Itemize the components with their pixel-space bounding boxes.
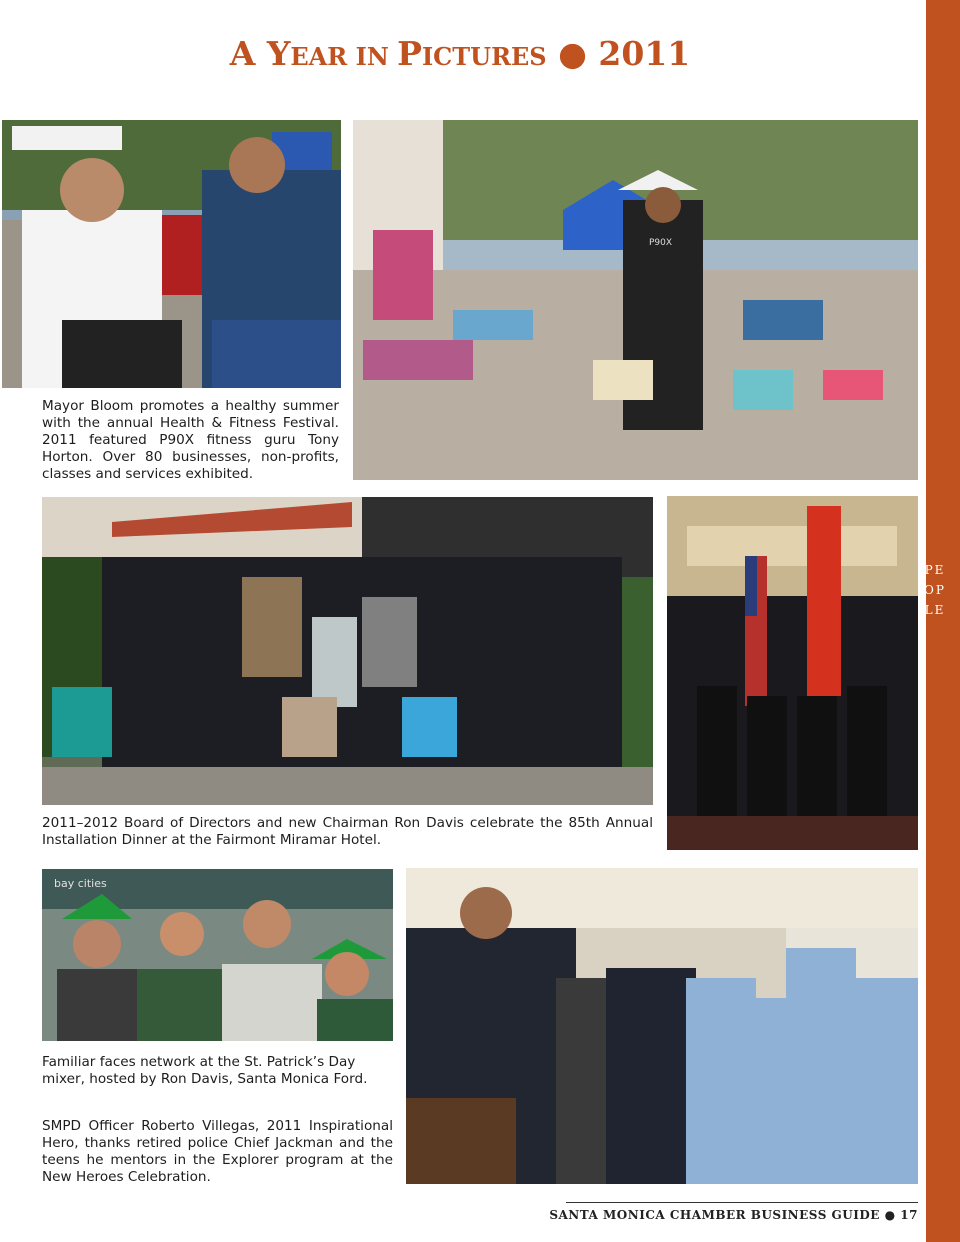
footer-separator: ● bbox=[884, 1208, 896, 1222]
caption-smpd: SMPD Officer Roberto Villegas, 2011 Inspirational Hero, thanks retired police Chief Jackman and the teens he mentors in the Explorer program at the New Heroes Celebration. bbox=[42, 1118, 393, 1185]
section-tab-label: PEOPLE bbox=[924, 563, 946, 617]
title-part-a: A Y bbox=[229, 34, 291, 73]
bay-cities-sign: bay cities bbox=[54, 877, 107, 890]
photo-board-of-directors bbox=[42, 497, 653, 805]
caption-board: 2011–2012 Board of Directors and new Chairman Ron Davis celebrate the 85th Annual Installation Dinner at the Fairmont Miramar Hotel. bbox=[42, 815, 653, 848]
photo-st-patricks-mixer bbox=[42, 869, 393, 1041]
photo-smpd-explorers bbox=[406, 868, 918, 1184]
photo-color-guard bbox=[667, 496, 918, 850]
title-part-e: ● 2011 bbox=[546, 34, 691, 73]
page-title bbox=[0, 34, 920, 73]
page-footer bbox=[549, 1208, 918, 1222]
page-number: 17 bbox=[900, 1208, 918, 1222]
footer-divider bbox=[566, 1202, 918, 1203]
title-part-c: P bbox=[397, 34, 422, 73]
side-accent-bar bbox=[926, 0, 960, 1242]
footer-publication: SANTA MONICA CHAMBER BUSINESS GUIDE bbox=[549, 1208, 880, 1222]
photo-fitness-festival bbox=[353, 120, 918, 480]
p90x-shirt-logo: P90X bbox=[649, 238, 673, 248]
caption-st-patricks: Familiar faces network at the St. Patrick’s Day mixer, hosted by Ron Davis, Santa Monica Ford. bbox=[42, 1054, 368, 1087]
photo-mayor-health-check bbox=[2, 120, 341, 388]
title-part-d: ICTURES bbox=[421, 42, 547, 71]
title-part-b: EAR IN bbox=[290, 42, 398, 71]
caption-health-fest: Mayor Bloom promotes a healthy summer with the annual Health & Fitness Festival. 2011 featured P90X fitness guru Tony Horton. Over 80 businesses, non-profits, classes and services exhibited. bbox=[42, 398, 339, 482]
